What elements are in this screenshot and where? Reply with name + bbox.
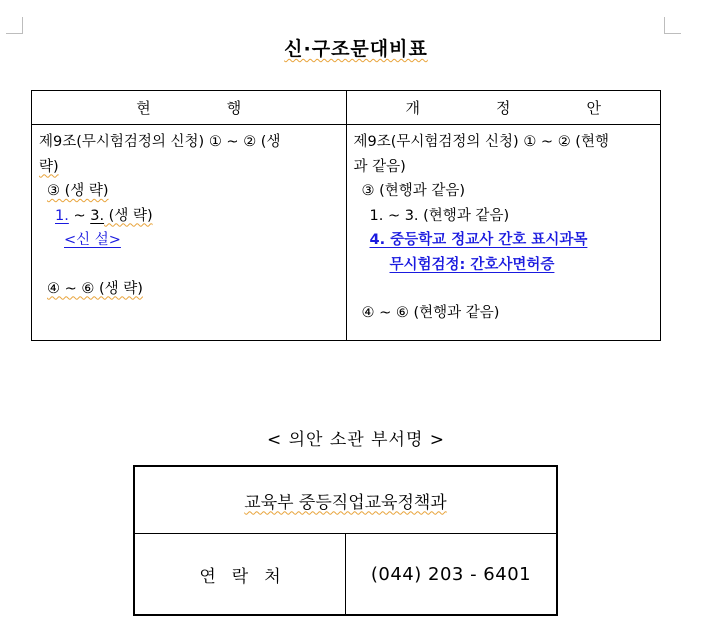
header-current-char: 현 (136, 99, 151, 117)
current-items-4-6: ④ ~ ⑥ (생 략) (47, 280, 143, 297)
header-current (32, 91, 347, 125)
page-corner-mark-top-right (664, 17, 681, 34)
current-subitems: 1. ~ 3. (생 략) (55, 207, 153, 224)
revision-item-3: ③ (현행과 같음) (361, 183, 466, 199)
department-table (133, 465, 558, 616)
revision-text-cell (346, 125, 661, 341)
revision-article-line-1: 제9조(무시험검정의 신청) ① ~ ② (현행 (353, 134, 609, 150)
header-revision-char: 정 (496, 99, 511, 117)
current-article-line-2: 략) (39, 158, 59, 175)
page-corner-mark-top-left (6, 17, 23, 34)
document-title: 신·구조문대비표 (284, 38, 428, 60)
header-revision-char: 개 (405, 99, 420, 117)
comparison-table (31, 90, 661, 341)
header-revision (346, 91, 661, 125)
contact-label: 연 락 처 (134, 534, 346, 616)
revision-article-line-2: 과 같음) (353, 158, 406, 175)
department-heading: < 의안 소관 부서명 > (266, 430, 446, 450)
current-text-cell (32, 125, 347, 341)
revision-items-4-6: ④ ~ ⑥ (현행과 같음) (361, 305, 500, 321)
revision-subitems: 1. ~ 3. (현행과 같음) (369, 207, 510, 224)
header-revision-char: 안 (586, 99, 601, 117)
current-article-line-1: 제9조(무시험검정의 신청) ① ~ ② (생 (39, 134, 281, 150)
current-new-tag: <신 설> (64, 232, 121, 248)
current-item-3: ③ (생 략) (47, 183, 109, 199)
department-name: 교육부 중등직업교육정책과 (244, 492, 447, 513)
contact-phone-cell (346, 534, 558, 616)
department-name-cell (134, 466, 557, 534)
contact-phone: (044) 203 - 6401 (370, 563, 532, 585)
header-current-char: 행 (226, 99, 242, 117)
revision-new-item-line-2: 무시험검정: 간호사면허증 (389, 256, 555, 273)
revision-new-item-line-1: 4. 중등학교 정교사 간호 표시과목 (369, 232, 588, 248)
